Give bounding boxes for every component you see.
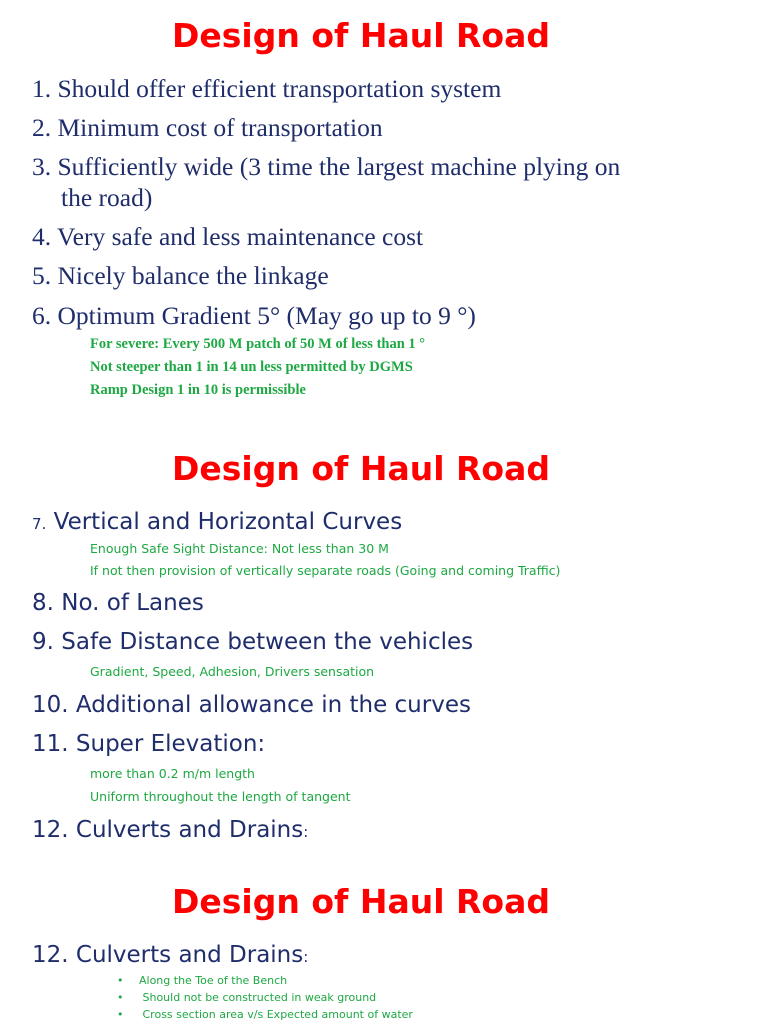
item-colon: : [303, 823, 309, 841]
item-text: 12. Culverts and Drains [32, 817, 304, 843]
sub-item: Ramp Design 1 in 10 is permissible [90, 382, 306, 398]
list-item: 8. No. of Lanes [32, 590, 204, 616]
bullet-icon: • [117, 991, 124, 1004]
list-item: 10. Additional allowance in the curves [32, 692, 471, 718]
slide-title: Design of Haul Road [171, 449, 550, 488]
slide-title: Design of Haul Road [171, 882, 550, 921]
item-number: 7. [32, 515, 47, 533]
bullet-text: Should not be constructed in weak ground [139, 991, 377, 1004]
sub-item: Gradient, Speed, Adhesion, Drivers sensation [90, 664, 375, 679]
list-item [32, 941, 308, 971]
bullet-text: Cross section area v/s Expected amount of water [139, 1008, 413, 1021]
list-item: 3. Sufficiently wide (3 time the largest machine plying on [32, 152, 621, 181]
bullet-icon: • [117, 974, 124, 987]
list-item: 4. Very safe and less maintenance cost [32, 222, 424, 251]
list-item-continuation: the road) [61, 183, 153, 212]
list-item: 9. Safe Distance between the vehicles [32, 629, 474, 655]
item-text: 12. Culverts and Drains [32, 942, 304, 968]
sub-item: Uniform throughout the length of tangent [90, 789, 351, 804]
item-colon: : [303, 948, 309, 966]
list-item: 6. Optimum Gradient 5° (May go up to 9 °) [32, 301, 476, 330]
list-item [32, 816, 308, 846]
item-text: Vertical and Horizontal Curves [46, 509, 403, 535]
list-item: 1. Should offer efficient transportation system [32, 74, 502, 103]
bullet-icon: • [117, 1008, 124, 1021]
sub-item: Enough Safe Sight Distance: Not less than 30 M [90, 541, 389, 556]
list-item: 11. Super Elevation: [32, 731, 266, 757]
bullet-text: Along the Toe of the Bench [139, 974, 288, 987]
sub-item: more than 0.2 m/m length [90, 766, 255, 781]
list-item: 2. Minimum cost of transportation [32, 113, 383, 142]
bullet-item [117, 991, 376, 1005]
slide-title: Design of Haul Road [171, 16, 550, 55]
list-item: 5. Nicely balance the linkage [32, 261, 329, 290]
sub-item: If not then provision of vertically separate roads (Going and coming Traffic) [90, 563, 561, 578]
bullet-item [117, 1008, 413, 1022]
list-item [32, 508, 402, 538]
sub-item: Not steeper than 1 in 14 un less permitted by DGMS [90, 359, 413, 375]
bullet-item [117, 974, 287, 988]
sub-item: For severe: Every 500 M patch of 50 M of less than 1 ° [90, 336, 426, 352]
